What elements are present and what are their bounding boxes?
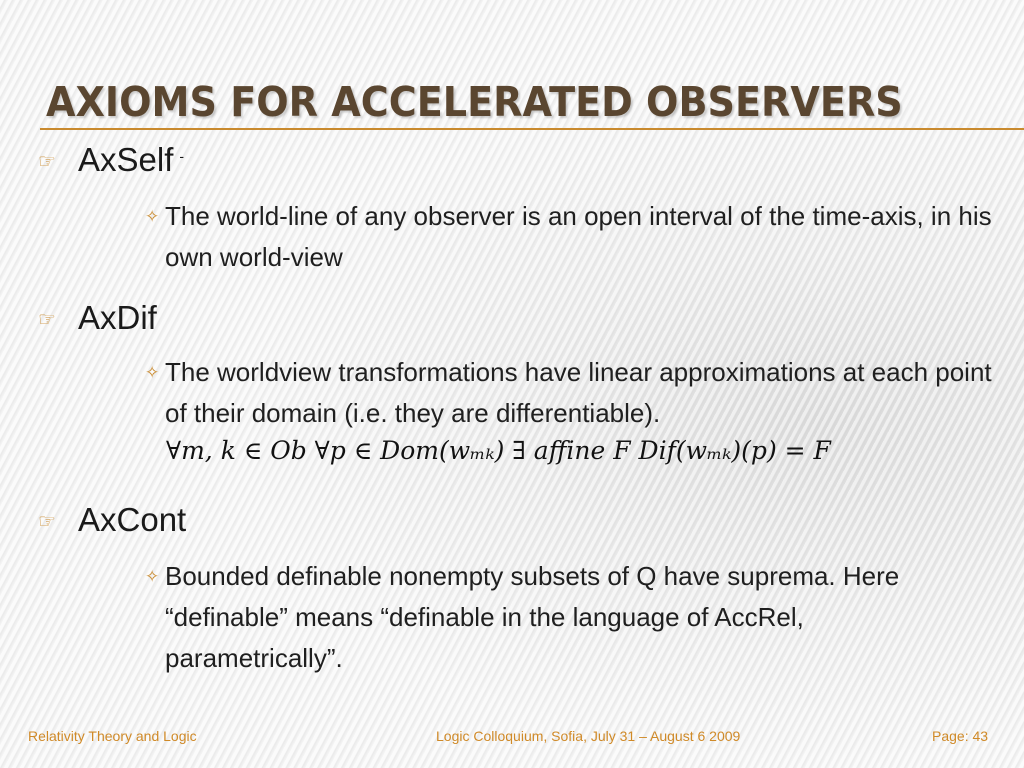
bullet-label: AxSelf xyxy=(78,141,174,178)
bullet-axdif xyxy=(38,298,157,340)
sub-bullet-axdif xyxy=(145,352,1015,434)
footer-center: Logic Colloquium, Sofia, July 31 – August 6 2009 xyxy=(436,728,741,744)
footer-page-number: Page: 43 xyxy=(932,728,989,744)
axdif-formula: ∀m, k ∈ Ob ∀p ∈ Dom(wₘₖ) ∃ affine F Dif(wₘₖ)(p) = F xyxy=(166,436,831,465)
sub-bullet-text: Bounded definable nonempty subsets of Q have suprema. Here “definable” means “definable in the language of AccRel, parametrically”. xyxy=(165,561,900,673)
bullet-axself xyxy=(38,140,184,182)
pointing-hand-icon: ☞ xyxy=(38,309,56,332)
four-point-star-icon: ✧ xyxy=(145,567,160,586)
footer-left: Relativity Theory and Logic xyxy=(28,728,197,744)
slide-title: AXIOMS FOR ACCELERATED OBSERVERS xyxy=(46,78,903,126)
bullet-label: AxDif xyxy=(78,299,157,336)
pointing-hand-icon: ☞ xyxy=(38,151,56,174)
four-point-star-icon: ✧ xyxy=(145,363,160,382)
bullet-label: AxCont xyxy=(78,501,187,538)
four-point-star-icon: ✧ xyxy=(145,207,160,226)
sub-bullet-axcont xyxy=(145,556,905,679)
title-underline xyxy=(40,128,1024,130)
bullet-marker: - xyxy=(179,148,185,164)
sub-bullet-text: The worldview transformations have linear approximations at each point of their domain (i.e. they are differentiable). xyxy=(165,357,992,428)
sub-bullet-axself xyxy=(145,196,1015,278)
bullet-axcont xyxy=(38,500,186,542)
sub-bullet-text: The world-line of any observer is an open interval of the time-axis, in his own world-view xyxy=(165,201,992,272)
pointing-hand-icon: ☞ xyxy=(38,511,56,534)
